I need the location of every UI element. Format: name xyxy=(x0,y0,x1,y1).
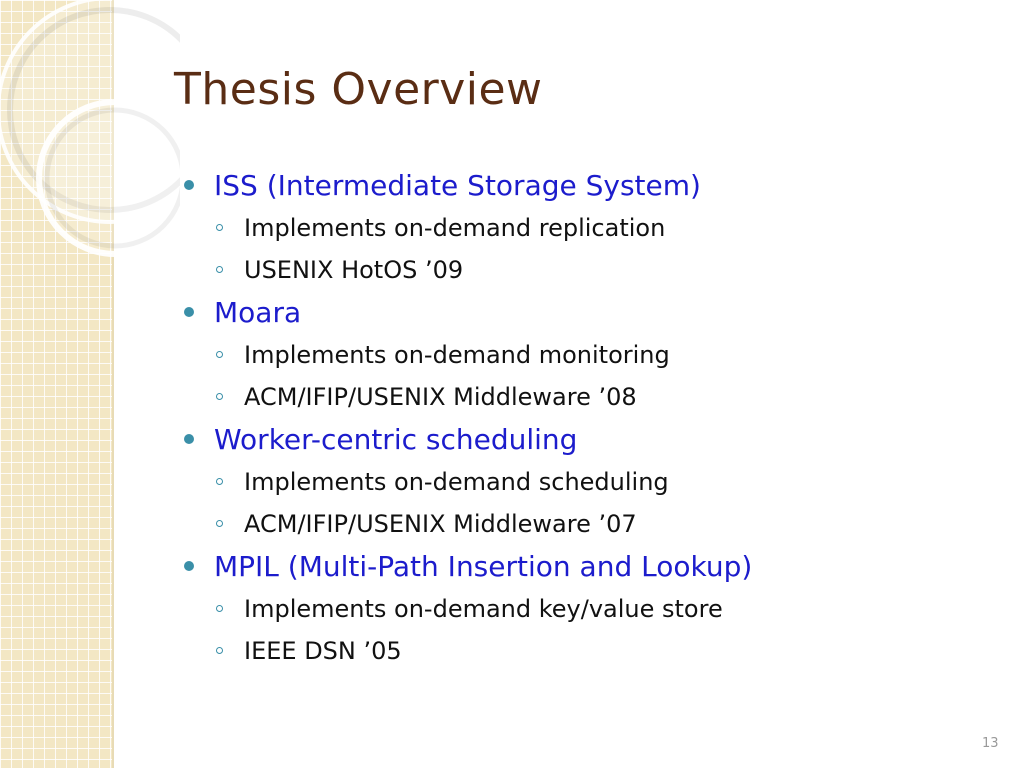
item-label: Moara xyxy=(214,296,302,329)
sub-item xyxy=(184,376,1004,418)
hollow-circle-bullet-icon xyxy=(216,393,223,400)
sub-item-label: Implements on-demand monitoring xyxy=(244,341,670,369)
sub-item xyxy=(184,334,1004,376)
hollow-circle-bullet-icon xyxy=(216,224,223,231)
sub-item-label: Implements on-demand replication xyxy=(244,214,666,242)
sub-item xyxy=(184,461,1004,503)
page-number: 13 xyxy=(982,736,999,751)
sub-item-label: Implements on-demand key/value store xyxy=(244,595,723,623)
sub-item-label: ACM/IFIP/USENIX Middleware ’08 xyxy=(244,383,637,411)
hollow-circle-bullet-icon xyxy=(216,478,223,485)
hollow-circle-bullet-icon xyxy=(216,266,223,273)
slide-title: Thesis Overview xyxy=(174,64,543,115)
sub-item xyxy=(184,503,1004,545)
hollow-circle-bullet-icon xyxy=(216,520,223,527)
filled-circle-bullet-icon xyxy=(184,307,194,317)
hollow-circle-bullet-icon xyxy=(216,647,223,654)
decorative-circles xyxy=(0,0,180,300)
sub-item xyxy=(184,249,1004,291)
item-label: MPIL (Multi-Path Insertion and Lookup) xyxy=(214,550,753,583)
item-label: ISS (Intermediate Storage System) xyxy=(214,169,701,202)
sub-item-label: Implements on-demand scheduling xyxy=(244,468,669,496)
sub-item-label: ACM/IFIP/USENIX Middleware ’07 xyxy=(244,510,637,538)
sub-item xyxy=(184,207,1004,249)
item-label: Worker-centric scheduling xyxy=(214,423,578,456)
sub-item-label: IEEE DSN ’05 xyxy=(244,637,402,665)
hollow-circle-bullet-icon xyxy=(216,351,223,358)
list-item-mpil xyxy=(184,545,1004,588)
list-item-iss xyxy=(184,164,1004,207)
sub-item-label: USENIX HotOS ’09 xyxy=(244,256,464,284)
sub-item xyxy=(184,630,1004,672)
list-item-moara xyxy=(184,291,1004,334)
filled-circle-bullet-icon xyxy=(184,180,194,190)
hollow-circle-bullet-icon xyxy=(216,605,223,612)
filled-circle-bullet-icon xyxy=(184,561,194,571)
sub-item xyxy=(184,588,1004,630)
filled-circle-bullet-icon xyxy=(184,434,194,444)
bullet-list xyxy=(184,164,1004,672)
list-item-worker-centric-scheduling xyxy=(184,418,1004,461)
